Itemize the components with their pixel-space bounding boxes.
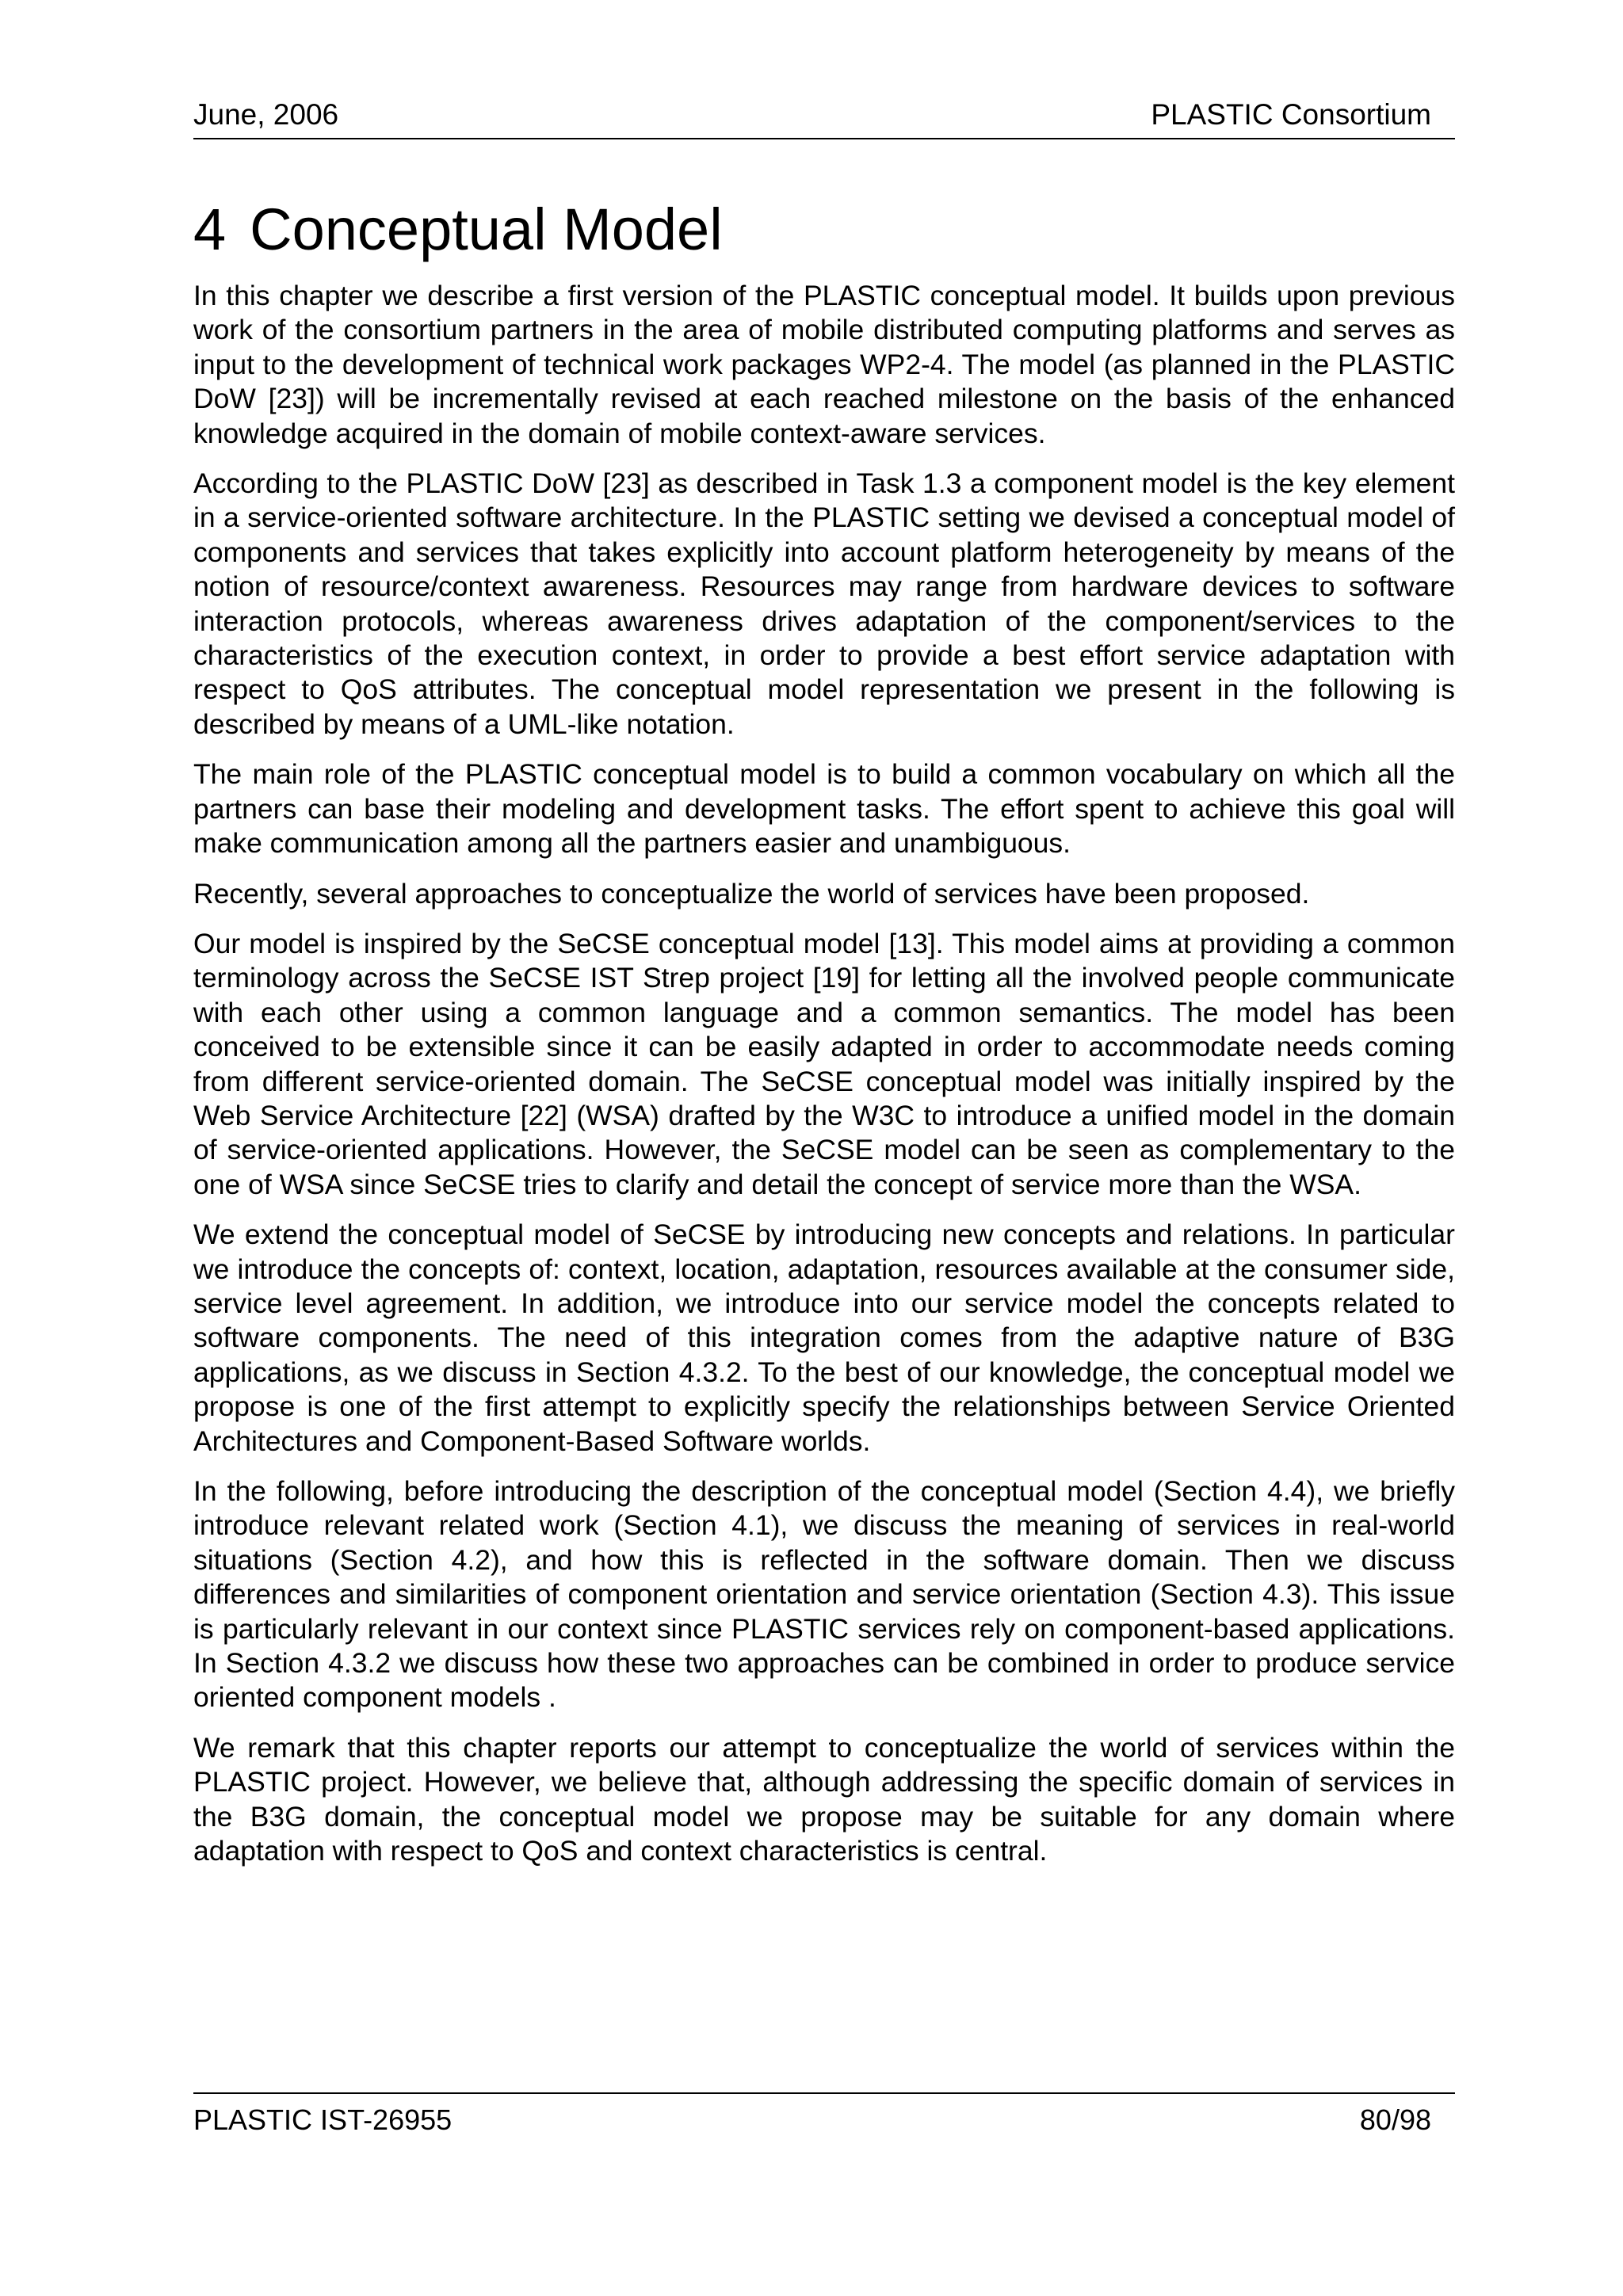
header-date: June, 2006 [193,98,339,131]
chapter-number: 4 [193,196,227,262]
paragraph-7: In the following, before introducing the description of the conceptual model (Section 4.4), we briefly introduce relevant related work (Section 4.1), we discuss the meaning of services in real-world situations (Section 4.2), and how this is reflected in the software domain. Then we discuss differences and similarities of component orientation and service orientation (Section 4.3). This issue is particularly relevant in our context since PLASTIC services rely on component-based applications. In Section 4.3.2 we discuss how these two approaches can be combined in order to produce service oriented component models . [193,1475,1455,1714]
chapter-title [193,190,723,269]
footer-page-number: 80/98 [1359,2103,1431,2136]
paragraph-3: The main role of the PLASTIC conceptual model is to build a common vocabulary on which all the partners can base their modeling and development tasks. The effort spent to achieve this goal will make communication among all the partners easier and unambiguous. [193,758,1455,860]
chapter-body [193,279,1455,1884]
paragraph-5: Our model is inspired by the SeCSE conceptual model [13]. This model aims at providing a common terminology across the SeCSE IST Strep project [19] for letting all the involved people communicate with each other using a common language and a common semantics. The model has been conceived to be extensible since it can be easily adapted in order to accommodate needs coming from different service-oriented domain. The SeCSE conceptual model was initially inspired by the Web Service Architecture [22] (WSA) drafted by the W3C to introduce a unified model in the domain of service-oriented applications. However, the SeCSE model can be seen as complementary to the one of WSA since SeCSE tries to clarify and detail the concept of service more than the WSA. [193,927,1455,1200]
paragraph-8: We remark that this chapter reports our attempt to conceptualize the world of services within the PLASTIC project. However, we believe that, although addressing the specific domain of services in the B3G domain, the conceptual model we propose may be suitable for any domain where adaptation with respect to QoS and context characteristics is central. [193,1731,1455,1867]
paragraph-4: Recently, several approaches to conceptualize the world of services have been proposed. [193,877,1310,910]
paragraph-2: According to the PLASTIC DoW [23] as described in Task 1.3 a component model is the key element in a service-oriented software architecture. In the PLASTIC setting we devised a conceptual model of components and services that takes explicitly into account platform heterogeneity by means of the notion of resource/context awareness. Resources may range from hardware devices to software interaction protocols, whereas awareness drives adaptation of the component/services to the characteristics of the execution context, in order to provide a best effort service adaptation with respect to QoS attributes. The conceptual model representation we present in the following is described by means of a UML-like notation. [193,467,1455,740]
page-header [193,98,1455,139]
header-organization: PLASTIC Consortium [1151,98,1431,131]
page-footer [193,2092,1455,2138]
chapter-title-text: Conceptual Model [250,196,723,262]
footer-project: PLASTIC IST-26955 [193,2103,453,2136]
paragraph-1: In this chapter we describe a first version of the PLASTIC conceptual model. It builds upon previous work of the consortium partners in the area of mobile distributed computing platforms and serves as input to the development of technical work packages WP2-4. The model (as planned in the PLASTIC DoW [23]) will be incrementally revised at each reached milestone on the basis of the enhanced knowledge acquired in the domain of mobile context-aware services. [193,280,1455,449]
paragraph-6: We extend the conceptual model of SeCSE by introducing new concepts and relations. In particular we introduce the concepts of: context, location, adaptation, resources available at the consumer side, service level agreement. In addition, we introduce into our service model the concepts related to software components. The need of this integration comes from the adaptive nature of B3G applications, as we discuss in Section 4.3.2. To the best of our knowledge, the conceptual model we propose is one of the first attempt to explicitly specify the relationships between Service Oriented Architectures and Component-Based Software worlds. [193,1219,1455,1457]
